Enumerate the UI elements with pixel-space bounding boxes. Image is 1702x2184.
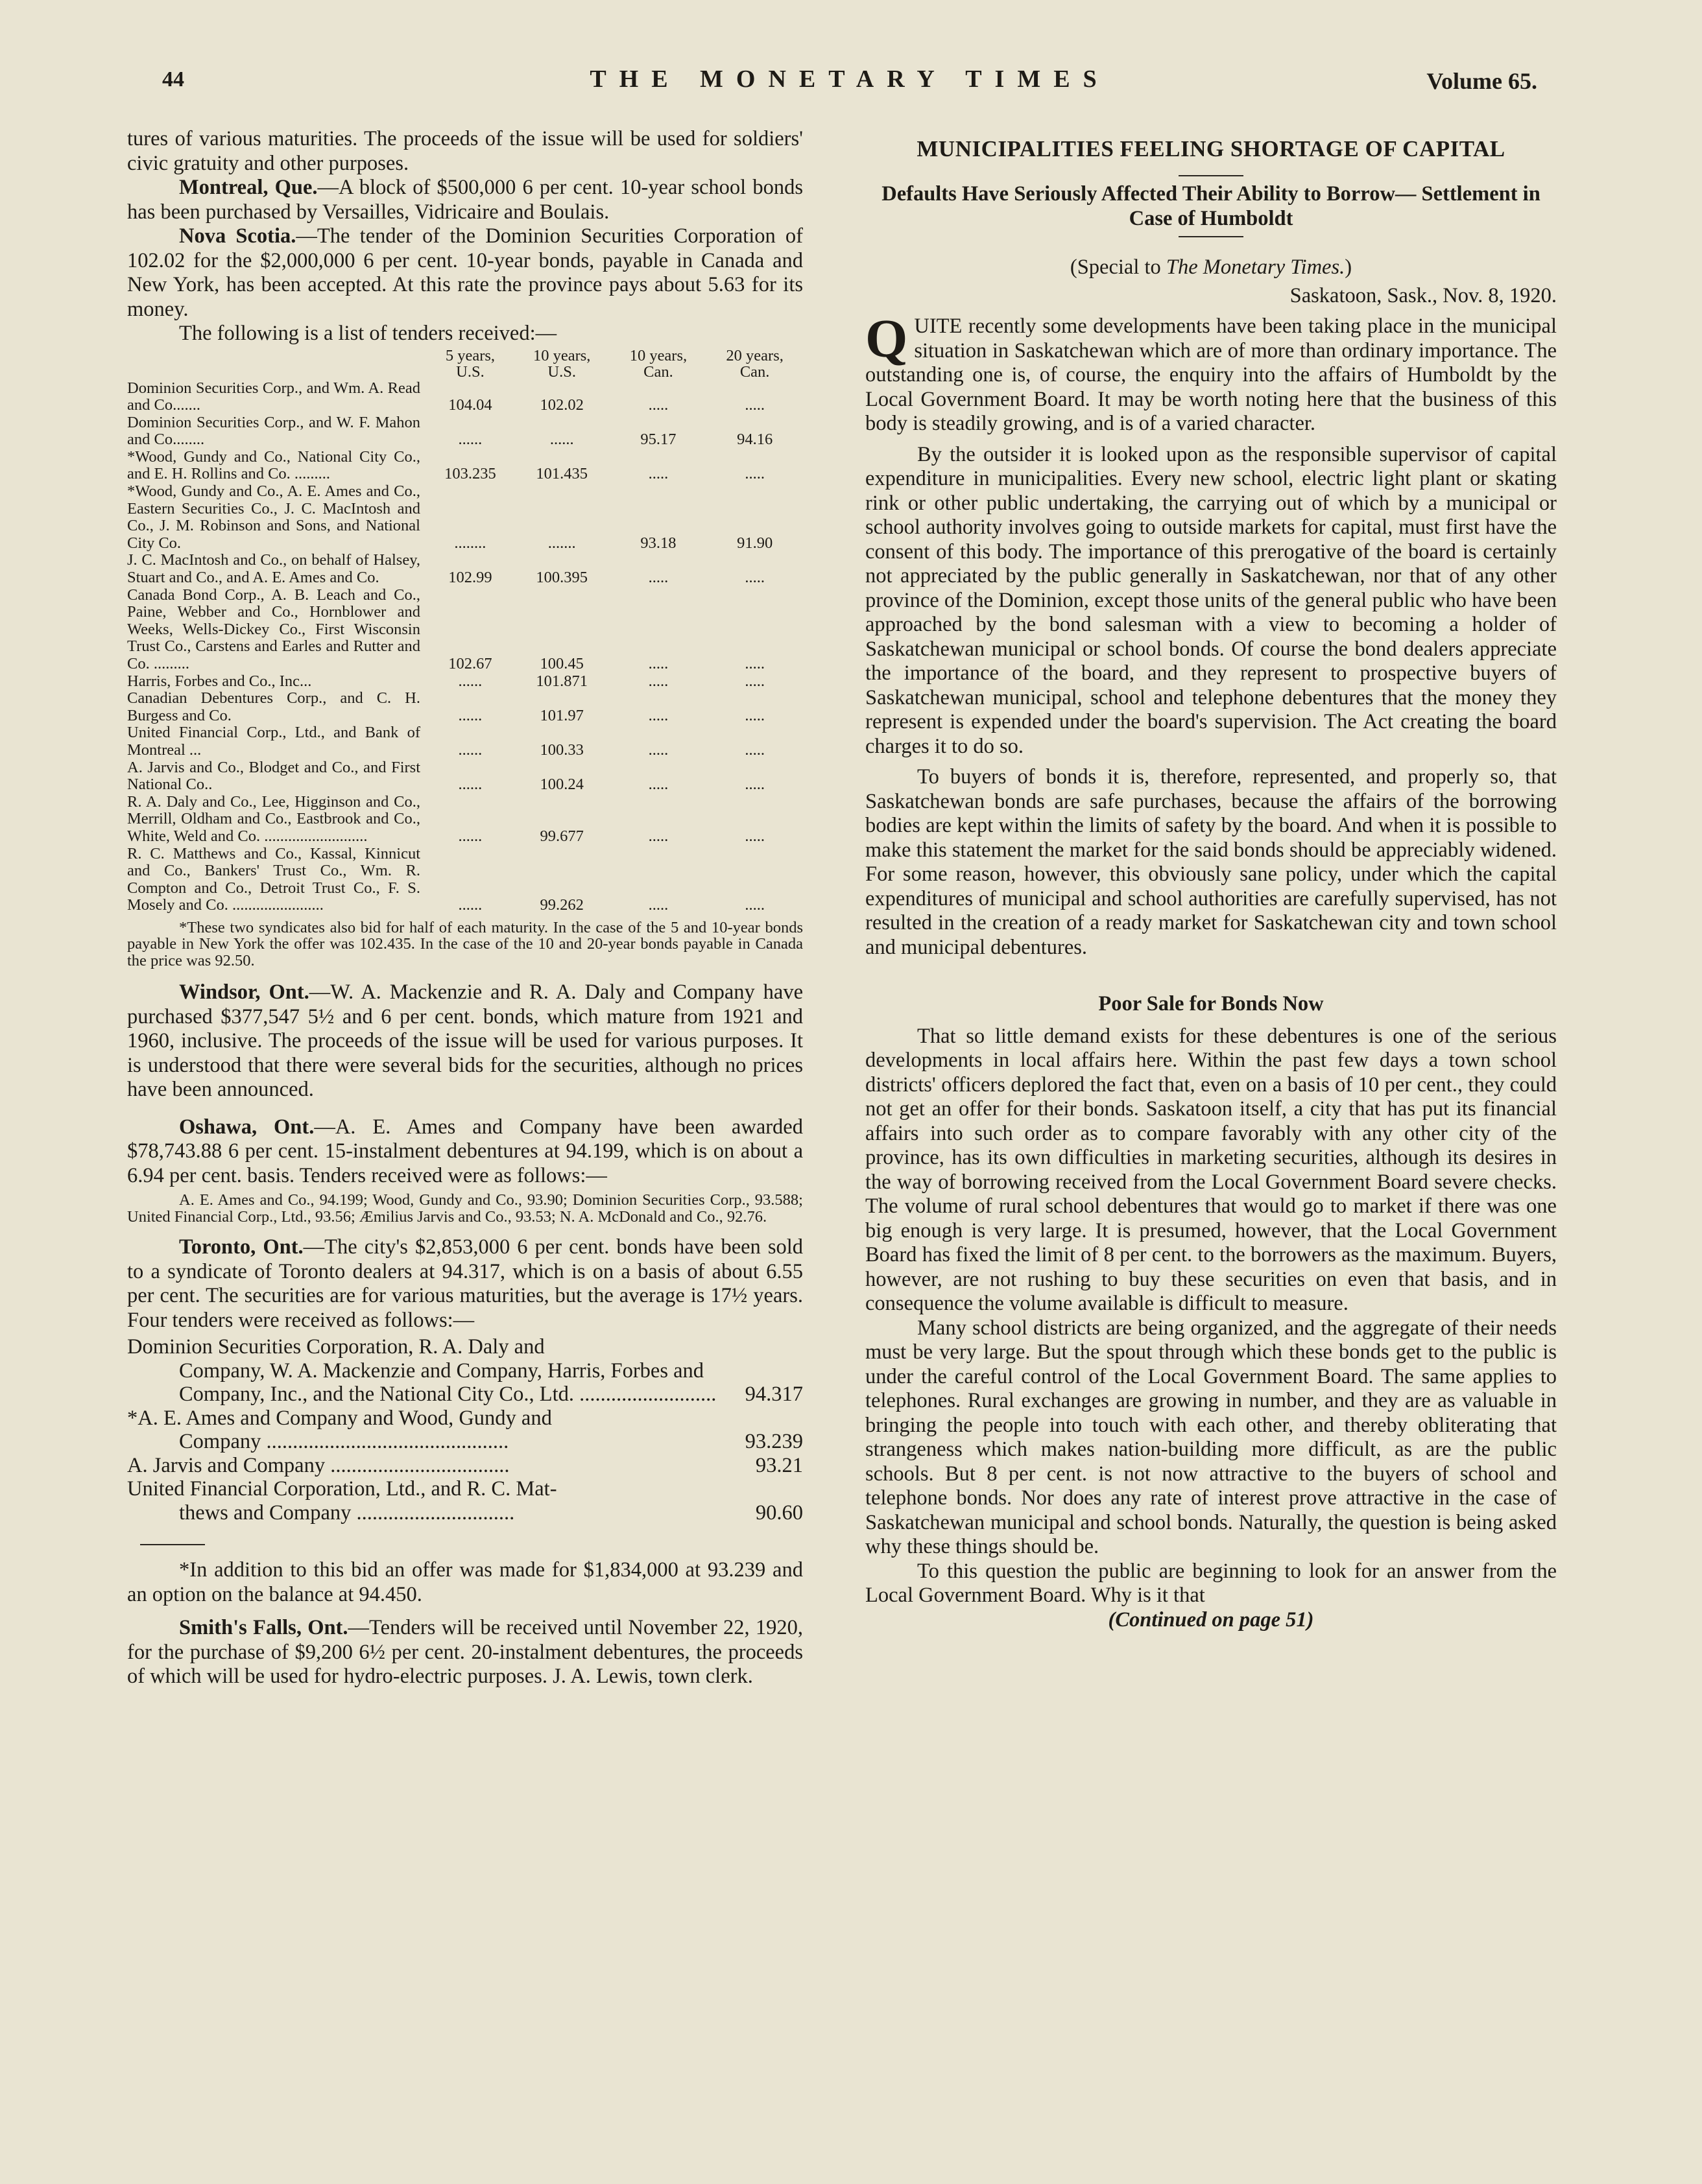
toronto-tender-list <box>127 1335 803 1525</box>
windsor-lead: Windsor, Ont. <box>179 980 309 1004</box>
table-row: Canada Bond Corp., A. B. Leach and Co., Paine, Webber and Co., Hornblower and Weeks, Wells-Dickey Co., First Wisconsin Trust Co., Carstens and Earles and Rutter and Co. ......... 102.67 100.45 ..... ..... <box>127 586 765 672</box>
divider-rule <box>1179 175 1243 176</box>
dateline: Saskatoon, Sask., Nov. 8, 1920. <box>1289 283 1557 307</box>
article-paragraph: QUITE recently some developments have been taking place in the municipal situation in Saskatchewan which are of more than ordinary importance. The outstanding one is, of course, the enquiry into the affairs of Humboldt by the Local Government Board. It may be worth noting here that the business of this body is steadily growing, and is of a varied character. <box>865 309 1557 435</box>
article-headline: MUNICIPALITIES FEELING SHORTAGE OF CAPITAL <box>917 136 1505 161</box>
article-paragraph: That so little demand exists for these debentures is one of the serious developments in local affairs here. Within the past few days a town school districts' officers deplored the fact that, even on a basis of 10 per cent., they could not get an offer for their bonds. Saskatoon itself, a city that has put its financial affairs into such order as to compare favorably with any other city of the province, has its own difficulties in marketing securities, although its desires in the way of borrowing received from the Local Government Board severe checks. The volume of rural school debentures that would go to market if there was one big enough is very large. It is presumed, however, that the Local Government Board has fixed the limit of 8 per cent. to the borrowers as the maximum. Buyers, however, are not rushing to buy these securities on even that basis, and in consequence the volume available is difficult to measure. <box>865 1024 1557 1315</box>
table-row: United Financial Corp., Ltd., and Bank of Montreal ... ...... 100.33 ..... ..... <box>127 724 765 759</box>
volume-label: Volume 65. <box>1426 68 1537 94</box>
table-row: Harris, Forbes and Co., Inc... ...... 101.871 ..... ..... <box>127 672 765 690</box>
column-header: 5 years, U.S. <box>445 346 496 381</box>
oshawa-lead: Oshawa, Ont. <box>179 1115 315 1139</box>
nova-scotia-text: —The tender of the Dominion Securities Corporation of 102.02 for the $2,000,000 6 per cent. 10-year bonds, payable in Canada and New York, has been accepted. At this rate the province pays about 5.63 for its money. <box>127 224 804 321</box>
publication-title: THE MONETARY TIMES <box>590 65 1110 93</box>
article-paragraph: By the outsider it is looked upon as the responsible supervisor of capital expenditure in municipalities. Every new school, electric light plant or skating rink or other public undertaking, the carrying out of which by a municipal or school authority involves going to outside markets for capital, must first have the consent of this body. The importance of this prerogative of the board is certainly not appreciated by the public generally in Saskatchewan, nor that of any other province of the Dominion, except those units of the general public who have been approached by the bond salesman with a view to becoming a holder of Saskatchewan municipal or school bonds. Of course the bond dealers appreciate the importance of the board, and they represent to prospective buyers of Saskatchewan municipal, school and telephone debentures that the money they represent is expended under the board's supervision. The Act creating the board charges it to do so. <box>865 442 1557 758</box>
table-row: A. Jarvis and Co., Blodget and Co., and First National Co.. ...... 100.24 ..... ..... <box>127 758 765 794</box>
divider-rule <box>1179 236 1243 237</box>
windsor-item <box>127 980 803 1102</box>
continued-paragraph: tures of various maturities. The proceeds of the issue will be used for soldiers' civic gratuity and other purposes. <box>127 127 803 175</box>
toronto-item <box>127 1235 803 1333</box>
drop-cap: Q <box>865 309 908 369</box>
article-subhead: Defaults Have Seriously Affected Their Ability to Borrow— Settlement in Case of Humboldt <box>881 182 1540 230</box>
tender-table-header <box>127 348 803 380</box>
toronto-text: —The city's $2,853,000 6 per cent. bonds have been sold to a syndicate of Toronto dealers at 94.317, which is on a basis of about 6.55 per cent. The securities are for various maturities, but the average is 17½ years. Four tenders were received as follows:— <box>127 1235 804 1332</box>
section-heading: Poor Sale for Bonds Now <box>1098 992 1324 1015</box>
table-row: *Wood, Gundy and Co., National City Co., and E. H. Rollins and Co. ......... 103.235 101.435 ..... ..... <box>127 447 765 483</box>
table-row: R. C. Matthews and Co., Kassal, Kinnicut and Co., Bankers' Trust Co., Wm. R. Compton and Co., Detroit Trust Co., F. S. Mosely and Co. ....................... ...... 99.262 ..... ..... <box>127 844 765 914</box>
smiths-falls-item <box>127 1616 803 1689</box>
table-row: J. C. MacIntosh and Co., on behalf of Halsey, Stuart and Co., and A. E. Ames and Co. 102.99 100.395 ..... ..... <box>127 551 765 587</box>
smiths-falls-text: —Tenders will be received until November 22, 1920, for the purchase of $9,200 6½ per cent. 20-instalment debentures, the proceeds of which will be used for hydro-electric purposes. J. A. Lewis, town clerk. <box>127 1616 803 1689</box>
page-header <box>162 62 1537 101</box>
table-row: *Wood, Gundy and Co., A. E. Ames and Co., Eastern Securities Co., J. C. MacIntosh and Co., J. M. Robinson and Sons, and National City Co. ........ ....... 93.18 91.90 <box>127 482 773 552</box>
continued-note: (Continued on page 51) <box>1108 1608 1314 1632</box>
montreal-item <box>127 176 803 224</box>
divider-rule <box>140 1544 205 1545</box>
toronto-footnote: *In addition to this bid an offer was made for $1,834,000 at 93.239 and an option on the balance at 94.450. <box>127 1558 803 1606</box>
page-number: 44 <box>162 67 184 91</box>
list-item: *A. E. Ames and Company and Wood, Gundy and Company .............................................. 93.239 <box>127 1406 803 1454</box>
table-row: Canadian Debentures Corp., and C. H. Burgess and Co. ...... 101.97 ..... ..... <box>127 689 765 724</box>
special-publication: The Monetary Times. <box>1166 255 1345 279</box>
column-header: 20 years, Can. <box>726 346 784 381</box>
windsor-text: —W. A. Mackenzie and R. A. Daly and Company have purchased $377,547 5½ and 6 per cent. bonds, which mature from 1921 and 1960, inclusive. The proceeds of the issue will be used for various purposes. It is understood that there were several bids for the securities, although no prices have been announced. <box>127 980 803 1102</box>
table-row: Dominion Securities Corp., and W. F. Mahon and Co........ ...... ...... 95.17 94.16 <box>127 413 773 449</box>
tenders-intro: The following is a list of tenders received:— <box>179 322 557 345</box>
table-row: Dominion Securities Corp., and Wm. A. Read and Co....... 104.04 102.02 ..... ..... <box>127 379 765 414</box>
montreal-text: —A block of $500,000 6 per cent. 10-year school bonds has been purchased by Versailles, Vidricaire and Boulais. <box>127 176 803 224</box>
right-column <box>865 127 1557 1632</box>
list-item: United Financial Corporation, Ltd., and R. C. Mat- thews and Company .............................. 90.60 <box>127 1477 803 1525</box>
special-credit: (Special to The Monetary Times.) <box>1070 255 1352 279</box>
oshawa-tenders: A. E. Ames and Co., 94.199; Wood, Gundy and Co., 93.90; Dominion Securities Corp., 93.588; United Financial Corp., Ltd., 93.56; Æmilius Jarvis and Co., 93.53; N. A. McDonald and Co., 92.76. <box>127 1191 803 1226</box>
table-row: R. A. Daly and Co., Lee, Higginson and Co., Merrill, Oldham and Co., Eastbrook and Co., White, Weld and Co. .......................... ...... 99.677 ..... ..... <box>127 792 765 845</box>
tender-footnote: *These two syndicates also bid for half of each maturity. In the case of the 5 and 10-year bonds payable in New York the offer was 102.435. In the case of the 10 and 20-year bonds payable in Canada the price was 92.50. <box>127 918 803 969</box>
left-column <box>127 127 803 1689</box>
oshawa-item <box>127 1115 803 1189</box>
list-item: Dominion Securities Corporation, R. A. Daly and Company, W. A. Mackenzie and Company, Harris, Forbes and Company, Inc., and the National City Co., Ltd. .......................... 94.317 <box>127 1335 803 1407</box>
tender-name-header <box>127 348 427 380</box>
nova-scotia-lead: Nova Scotia. <box>179 224 296 248</box>
toronto-lead: Toronto, Ont. <box>179 1235 304 1259</box>
smiths-falls-lead: Smith's Falls, Ont. <box>179 1616 348 1640</box>
article-paragraph: To this question the public are beginning to look for an answer from the Local Government Board. Why is it that <box>865 1559 1557 1607</box>
column-header: 10 years, U.S. <box>533 346 591 381</box>
tender-table <box>127 348 803 914</box>
column-header: 10 years, Can. <box>629 346 688 381</box>
nova-scotia-item <box>127 224 803 322</box>
article-paragraph: Many school districts are being organized, and the aggregate of their needs must be very large. But the spout through which these bonds get to the public is under the careful control of the Local Government Board. The same applies to telephones. Rural exchanges are growing in number, and they are as valuable in bringing the people into touch with each other, and thereby obliterating that strangeness which makes nation-building more difficult, as are the public schools. But 8 per cent. is not now attractive to the buyers of school and telephone bonds. Nor does any rate of interest prove attractive in the case of Saskatchewan municipal and school bonds. Naturally, the question is being asked why these things should be. <box>865 1316 1557 1558</box>
list-item: A. Jarvis and Company .................................. 93.21 <box>127 1453 803 1477</box>
article-paragraph: To buyers of bonds it is, therefore, represented, and properly so, that Saskatchewan bonds are safe purchases, because the affairs of the borrowing bodies are kept within the limits of safety by the board. And when it is possible to make this statement the market for the said bonds should be appreciably widened. For some reason, however, this obviously sane policy, under which the capital expenditures of municipal and school authorities are carefully supervised, has not resulted in the creation of a ready market for Saskatchewan city and town school and municipal debentures. <box>865 765 1557 959</box>
oshawa-text: —A. E. Ames and Company have been awarded $78,743.88 6 per cent. 15-instalment debentures at 94.199, which is on about a 6.94 per cent. basis. Tenders received were as follows:— <box>127 1115 803 1187</box>
montreal-lead: Montreal, Que. <box>179 176 318 199</box>
